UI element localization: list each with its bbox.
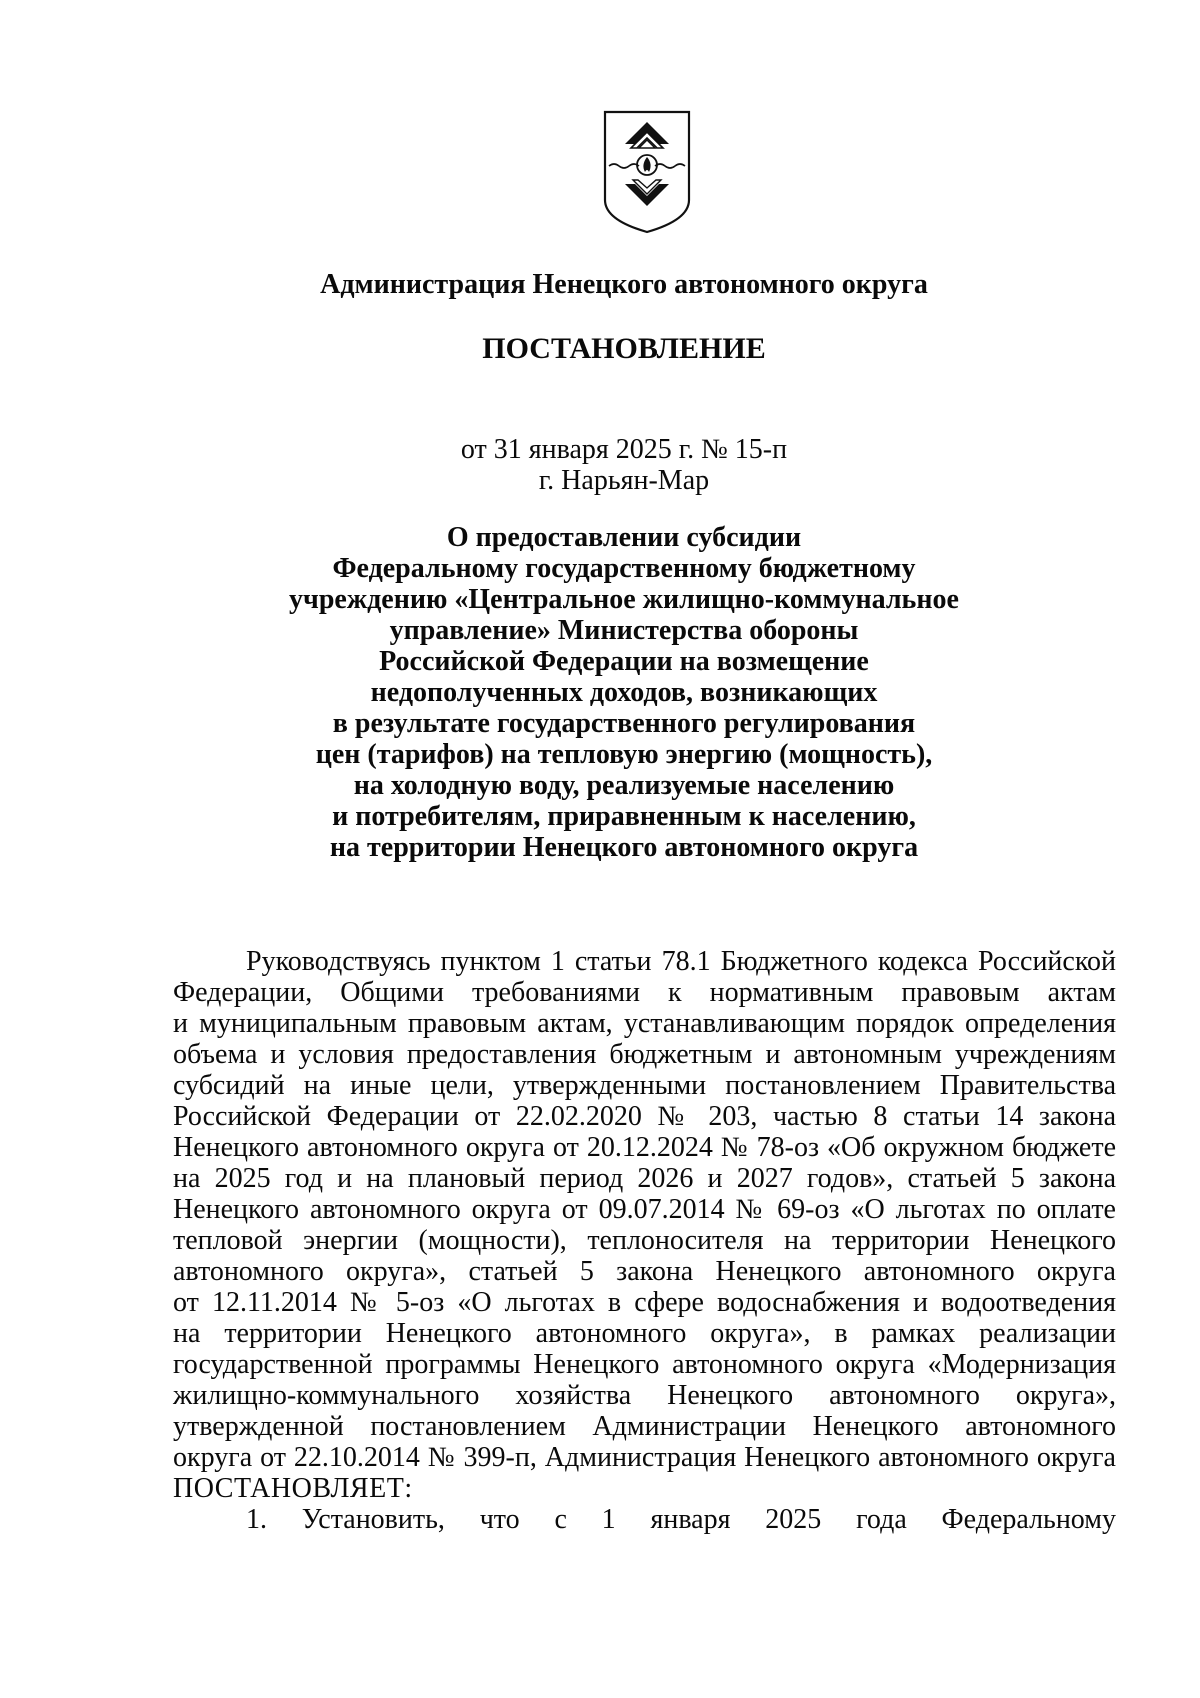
body-line: от 12.11.2014 № 5-оз «О льготах в сфере водоснабжения и водоотведения [173, 1287, 1116, 1318]
body-line: и муниципальным правовым актам, устанавливающим порядок определения [173, 1008, 1116, 1039]
document-type: ПОСТАНОВЛЕНИЕ [482, 332, 766, 365]
decree-word: ПОСТАНОВЛЯЕТ: [173, 1473, 413, 1504]
item-1-start: 1. Установить, что с 1 января 2025 года Федеральному [246, 1504, 1116, 1535]
document-date-number: от 31 января 2025 г. № 15-п [460, 434, 788, 465]
body-line: Ненецкого автономного округа от 20.12.2024 № 78-оз «Об окружном бюджете [173, 1132, 1116, 1163]
title-line: цен (тарифов) на тепловую энергию (мощность), [315, 739, 933, 770]
body-line: Руководствуясь пунктом 1 статьи 78.1 Бюджетного кодекса Российской [246, 946, 1116, 977]
body-line: Ненецкого автономного округа от 09.07.2014 № 69-оз «О льготах по оплате [173, 1194, 1116, 1225]
organization-name: Администрация Ненецкого автономного округа [320, 269, 928, 300]
title-line: учреждению «Центральное жилищно-коммунальное [289, 584, 959, 615]
title-line: Российской Федерации на возмещение [379, 646, 869, 677]
title-line: и потребителям, приравненным к населению, [332, 801, 916, 832]
title-line: Федеральному государственному бюджетному [332, 553, 916, 584]
title-line: на территории Ненецкого автономного округа [329, 832, 919, 863]
body-line: округа от 22.10.2014 № 399-п, Администрация Ненецкого автономного округа [173, 1442, 1116, 1473]
body-line: тепловой энергии (мощности), теплоносителя на территории Ненецкого [173, 1225, 1116, 1256]
body-line: утвержденной постановлением Администрации Ненецкого автономного [173, 1411, 1116, 1442]
body-line: автономного округа», статьей 5 закона Ненецкого автономного округа [173, 1256, 1116, 1287]
body-line: на территории Ненецкого автономного округа», в рамках реализации [173, 1318, 1116, 1349]
body-line: субсидий на иные цели, утвержденными постановлением Правительства [173, 1070, 1116, 1101]
body-line: Российской Федерации от 22.02.2020 № 203, частью 8 статьи 14 закона [173, 1101, 1116, 1132]
body-line: объема и условия предоставления бюджетным и автономным учреждениям [173, 1039, 1116, 1070]
body-line: жилищно-коммунального хозяйства Ненецкого автономного округа», [173, 1380, 1116, 1411]
title-line: О предоставлении субсидии [446, 522, 802, 553]
body-line: Федерации, Общими требованиями к нормативным правовым актам [173, 977, 1116, 1008]
preamble-paragraph [173, 946, 1116, 1535]
title-line: недополученных доходов, возникающих [370, 677, 878, 708]
document-title [0, 522, 1200, 863]
title-line: в результате государственного регулирования [332, 708, 916, 739]
body-line: государственной программы Ненецкого автономного округа «Модернизация [173, 1349, 1116, 1380]
body-line: на 2025 год и на плановый период 2026 и 2027 годов», статьей 5 закона [173, 1163, 1116, 1194]
title-line: на холодную воду, реализуемые населению [353, 770, 895, 801]
coat-of-arms-icon [601, 108, 693, 236]
document-city: г. Нарьян-Мар [538, 465, 710, 496]
title-line: управление» Министерства обороны [389, 615, 859, 646]
